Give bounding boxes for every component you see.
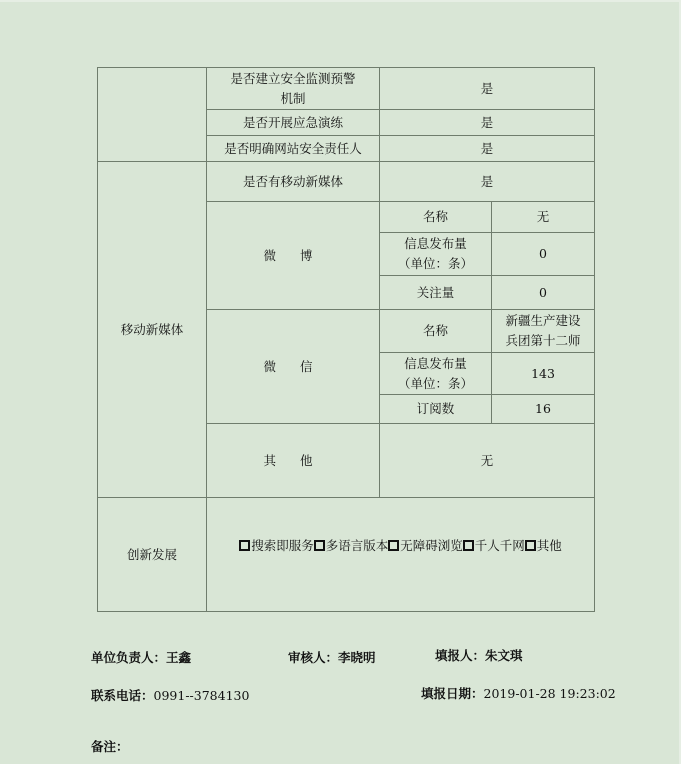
option-other-label: 其他 xyxy=(536,537,562,553)
reviewer-label: 审核人： xyxy=(288,650,339,665)
drill-label: 是否开展应急演练 xyxy=(207,110,380,136)
weibo-posts-label-line2: （单位：条） xyxy=(397,256,473,271)
other-value: 无 xyxy=(380,424,595,498)
filler-value: 朱文琪 xyxy=(485,648,523,663)
weibo-name-label: 名称 xyxy=(380,202,492,233)
table-row-monitor xyxy=(98,68,595,110)
checkbox-accessible[interactable] xyxy=(388,540,399,551)
fill-date xyxy=(421,684,616,702)
option-accessible-label: 无障碍浏览 xyxy=(400,537,463,553)
report-table xyxy=(97,67,595,612)
weibo-followers-label: 关注量 xyxy=(380,276,492,310)
wechat-posts-label-cell xyxy=(380,353,492,395)
fill-date-label: 填报日期： xyxy=(421,686,484,701)
reviewer xyxy=(288,648,376,666)
wechat-posts-value: 143 xyxy=(492,353,595,395)
drill-value: 是 xyxy=(380,110,595,136)
checkbox-personalized[interactable] xyxy=(463,540,474,551)
responsible-label: 是否明确网站安全责任人 xyxy=(207,136,380,162)
monitor-value: 是 xyxy=(380,68,595,110)
filler xyxy=(435,646,523,664)
has-mobile-value: 是 xyxy=(380,162,595,202)
weibo-posts-label-cell xyxy=(380,233,492,276)
innovation-label: 创新发展 xyxy=(98,498,207,612)
responsible-value: 是 xyxy=(380,136,595,162)
wechat-subscriptions-value: 16 xyxy=(492,395,595,424)
weibo-name-value: 无 xyxy=(492,202,595,233)
has-mobile-label: 是否有移动新媒体 xyxy=(207,162,380,202)
wechat-name-label: 名称 xyxy=(380,310,492,353)
option-multilingual-label: 多语言版本 xyxy=(325,537,389,553)
notes xyxy=(91,737,129,755)
fill-date-value: 2019-01-28 19:23:02 xyxy=(483,686,616,701)
checkbox-other[interactable] xyxy=(525,540,536,551)
table-row-has-mobile xyxy=(98,162,595,202)
mobile-media-section-label: 移动新媒体 xyxy=(98,162,207,498)
checkbox-search-service[interactable] xyxy=(239,540,250,551)
unit-head-value: 王鑫 xyxy=(166,650,192,665)
option-personalized-label: 千人千网 xyxy=(474,537,525,553)
wechat-posts-label-line1: 信息发布量 xyxy=(404,355,467,371)
phone-value: 0991--3784130 xyxy=(153,688,250,703)
wechat-name-value-line2: 兵团第十二师 xyxy=(505,333,581,348)
innovation-options-cell xyxy=(207,498,595,612)
blank-section-cell xyxy=(98,68,207,162)
table-row-innovation xyxy=(98,498,595,612)
weibo-followers-value: 0 xyxy=(492,276,595,310)
other-label: 其 他 xyxy=(207,424,380,498)
option-search-service-label: 搜索即服务 xyxy=(251,537,314,553)
phone xyxy=(91,686,249,704)
reviewer-value: 李晓明 xyxy=(338,650,376,665)
wechat-name-value-cell xyxy=(492,310,595,353)
innovation-options xyxy=(211,536,590,556)
unit-head-label: 单位负责人： xyxy=(91,650,167,665)
page-edge-top xyxy=(0,0,681,2)
monitor-label-line2: 机制 xyxy=(280,90,306,106)
wechat-posts-label-line2: （单位：条） xyxy=(397,375,473,391)
wechat-subscriptions-label: 订阅数 xyxy=(380,395,492,424)
monitor-label-line1: 是否建立安全监测预警 xyxy=(230,70,356,86)
weibo-posts-value: 0 xyxy=(492,233,595,276)
unit-head xyxy=(91,648,191,666)
wechat-name-value-line1: 新疆生产建设 xyxy=(505,313,581,328)
wechat-label: 微 信 xyxy=(207,310,380,424)
weibo-posts-label-line1: 信息发布量 xyxy=(404,236,467,251)
checkbox-multilingual[interactable] xyxy=(314,540,325,551)
notes-label: 备注： xyxy=(91,739,129,754)
weibo-label: 微 博 xyxy=(207,202,380,310)
filler-label: 填报人： xyxy=(435,648,486,663)
monitor-label-cell xyxy=(207,68,380,110)
phone-label: 联系电话： xyxy=(91,688,154,703)
